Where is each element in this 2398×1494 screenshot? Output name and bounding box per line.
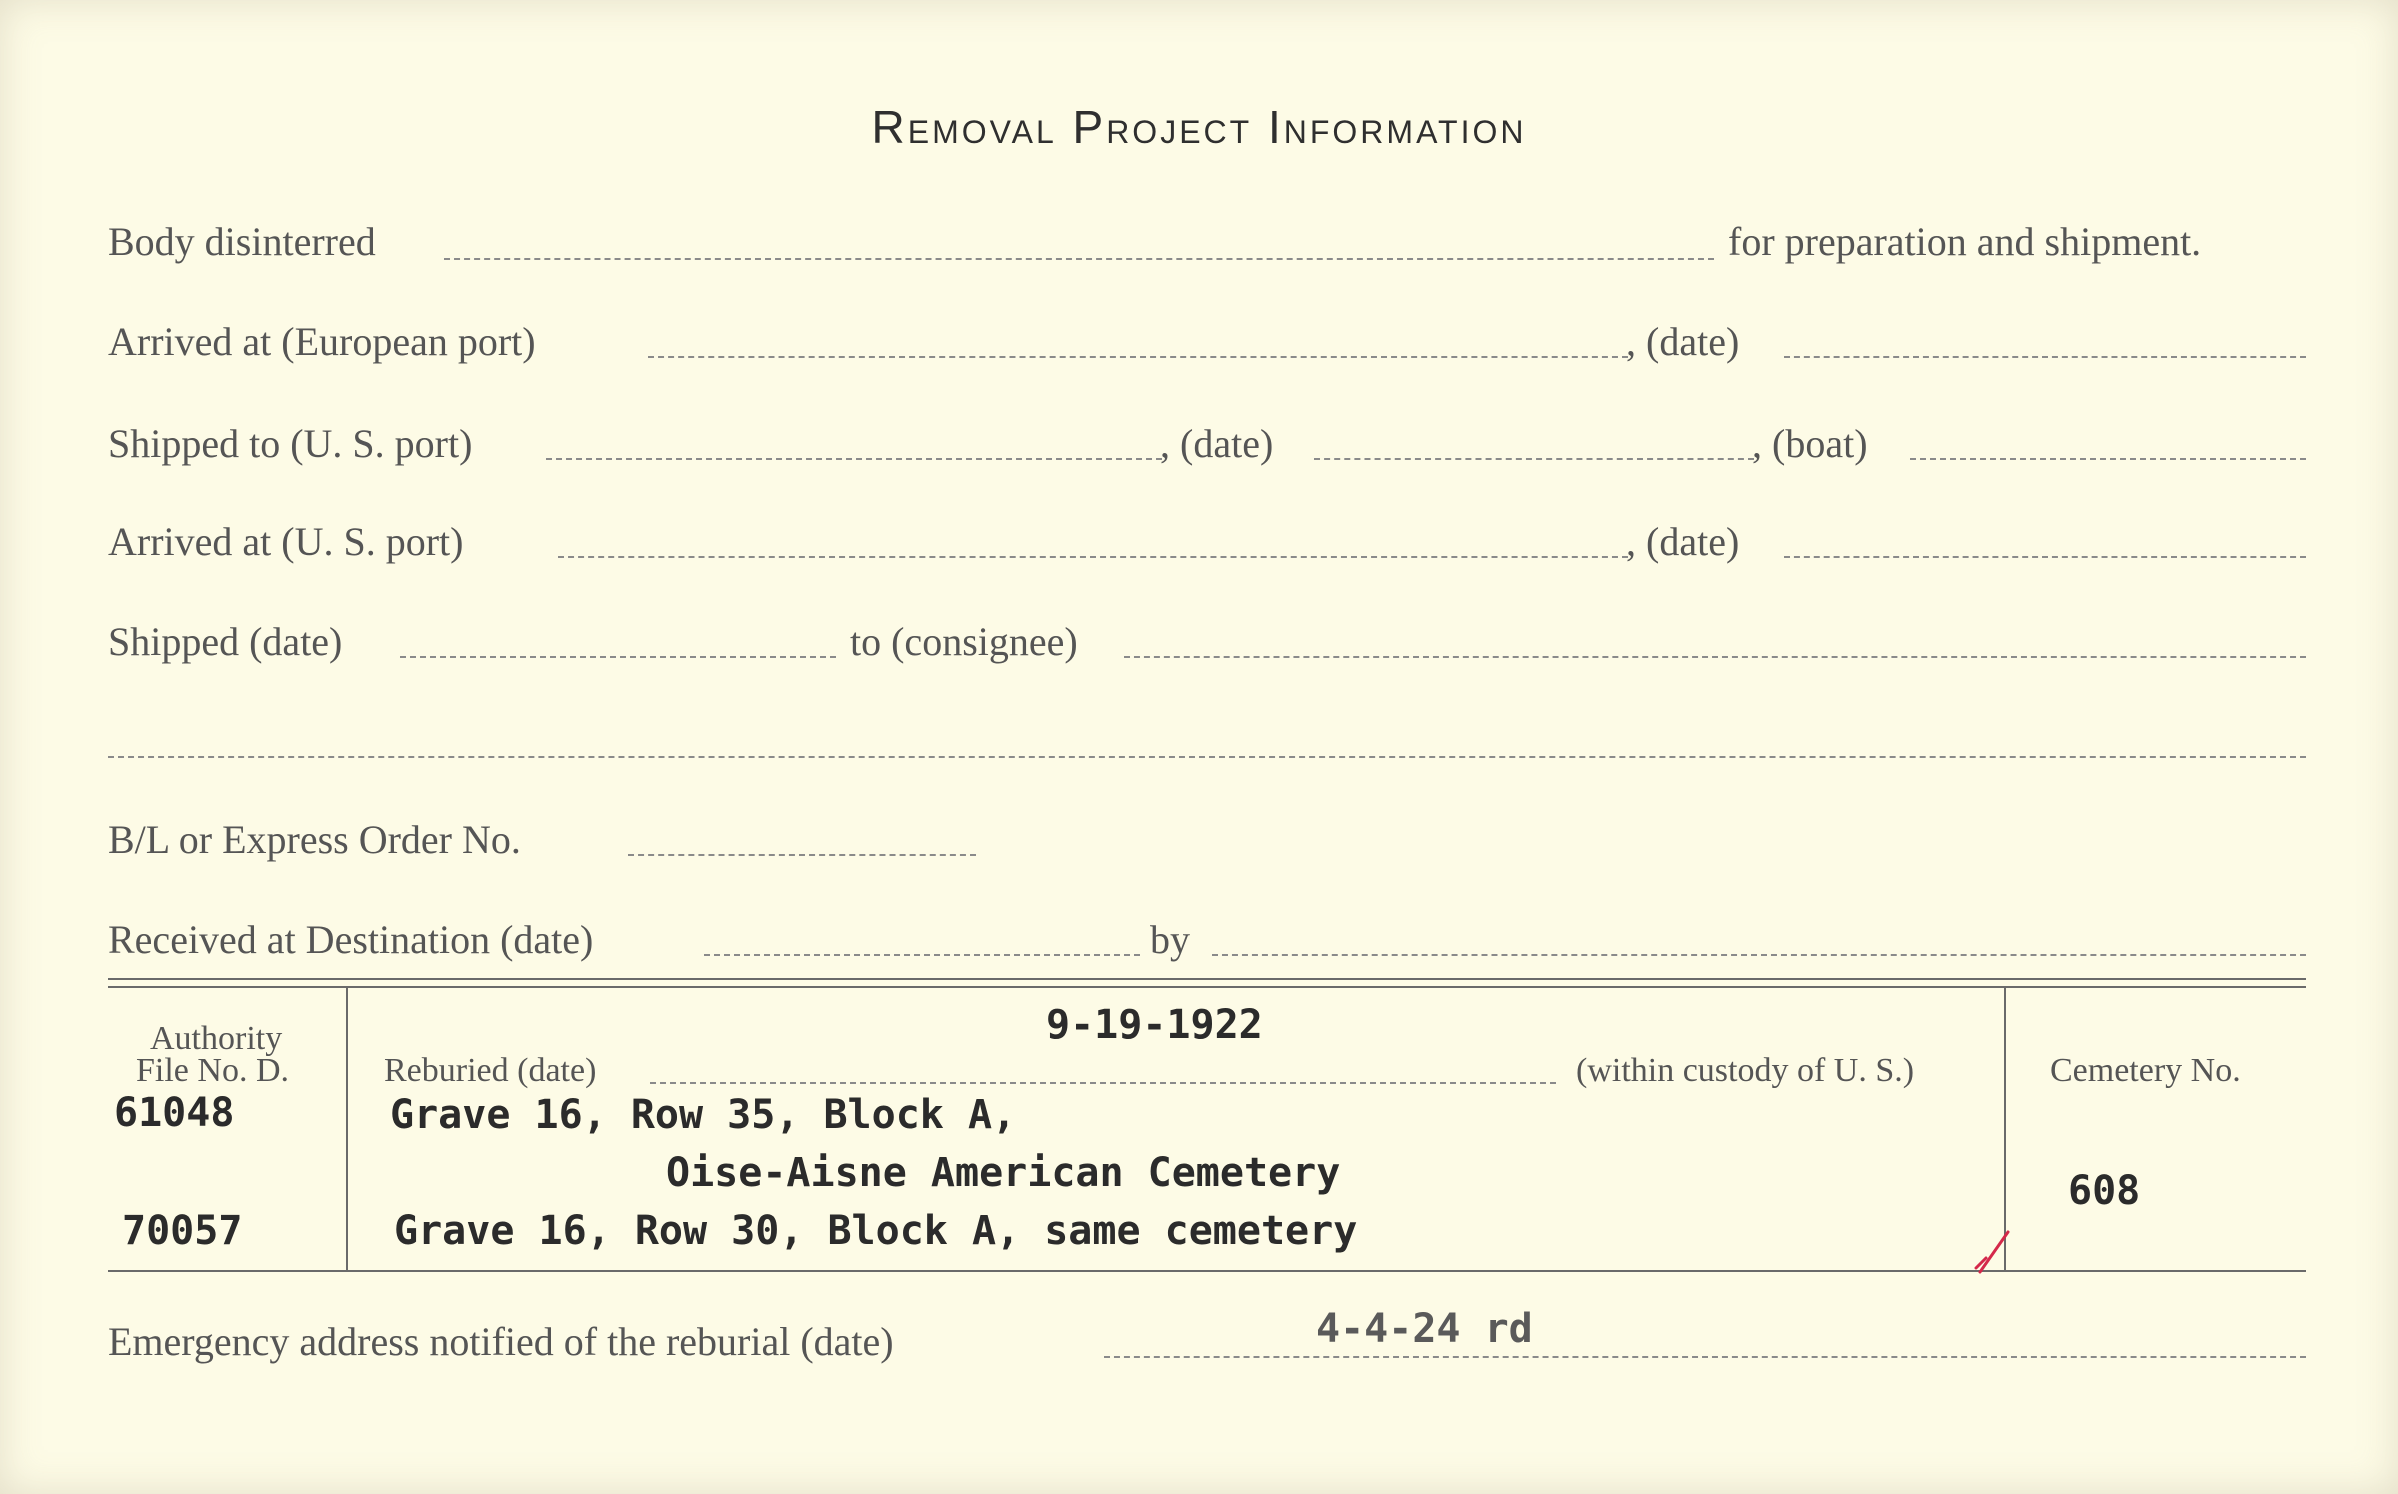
- field-date-3: [1784, 556, 2306, 558]
- red-check-mark-icon: [1972, 1228, 2012, 1274]
- field-us-port: [546, 458, 1162, 460]
- reburied-date-value: 9-19-1922: [1046, 1002, 1263, 1048]
- label-date-2: , (date): [1160, 421, 1274, 466]
- label-authority: Authority: [150, 1020, 283, 1057]
- field-received-by: [1212, 954, 2306, 956]
- field-body-disinterred: [444, 258, 1714, 260]
- label-shipped-to-us: Shipped to (U. S. port): [108, 421, 473, 466]
- field-reburied-date: [650, 1082, 1556, 1084]
- label-within-custody: (within custody of U. S.): [1576, 1052, 1915, 1089]
- label-cemetery-no: Cemetery No.: [2050, 1052, 2241, 1089]
- table-top-rule-2: [108, 986, 2306, 988]
- field-consignee: [1124, 656, 2306, 658]
- field-shipped-date: [400, 656, 836, 658]
- label-arrived-us: Arrived at (U. S. port): [108, 519, 464, 564]
- field-date-1: [1784, 356, 2306, 358]
- file-number-2: 70057: [122, 1208, 243, 1254]
- field-european-port: [648, 356, 1628, 358]
- label-boat: , (boat): [1752, 421, 1868, 466]
- field-bl-express: [628, 854, 976, 856]
- label-body-disinterred: Body disinterred: [108, 219, 376, 264]
- label-bl-express: B/L or Express Order No.: [108, 817, 521, 862]
- file-number-1: 61048: [114, 1090, 235, 1136]
- table-top-rule: [108, 978, 2306, 980]
- label-file-no: File No. D.: [136, 1052, 289, 1089]
- card-title: Removal Project Information: [871, 101, 1527, 153]
- cemetery-number: 608: [2068, 1168, 2141, 1214]
- emergency-date-value: 4-4-24 rd: [1316, 1306, 1533, 1352]
- label-date-1: , (date): [1626, 319, 1740, 364]
- label-emergency: Emergency address notified of the reburial (date): [108, 1319, 894, 1364]
- label-arrived-european: Arrived at (European port): [108, 319, 536, 364]
- grave-line-3: Grave 16, Row 30, Block A, same cemetery: [394, 1208, 1358, 1254]
- field-emergency-date: [1104, 1356, 2306, 1358]
- label-reburied-date: Reburied (date): [384, 1052, 597, 1089]
- label-for-preparation: for preparation and shipment.: [1728, 219, 2202, 264]
- grave-line-2: Oise-Aisne American Cemetery: [666, 1150, 1341, 1196]
- label-received-destination: Received at Destination (date): [108, 917, 594, 962]
- field-received-date: [704, 954, 1140, 956]
- label-by: by: [1150, 917, 1190, 962]
- field-date-2: [1314, 458, 1754, 460]
- label-date-3: , (date): [1626, 519, 1740, 564]
- label-shipped-date: Shipped (date): [108, 619, 343, 664]
- field-boat: [1910, 458, 2306, 460]
- field-arrived-us-port: [558, 556, 1628, 558]
- field-consignee-continued: [108, 756, 2306, 758]
- label-to-consignee: to (consignee): [850, 619, 1078, 664]
- table-divider-left: [346, 988, 348, 1270]
- grave-line-1: Grave 16, Row 35, Block A,: [390, 1092, 1017, 1138]
